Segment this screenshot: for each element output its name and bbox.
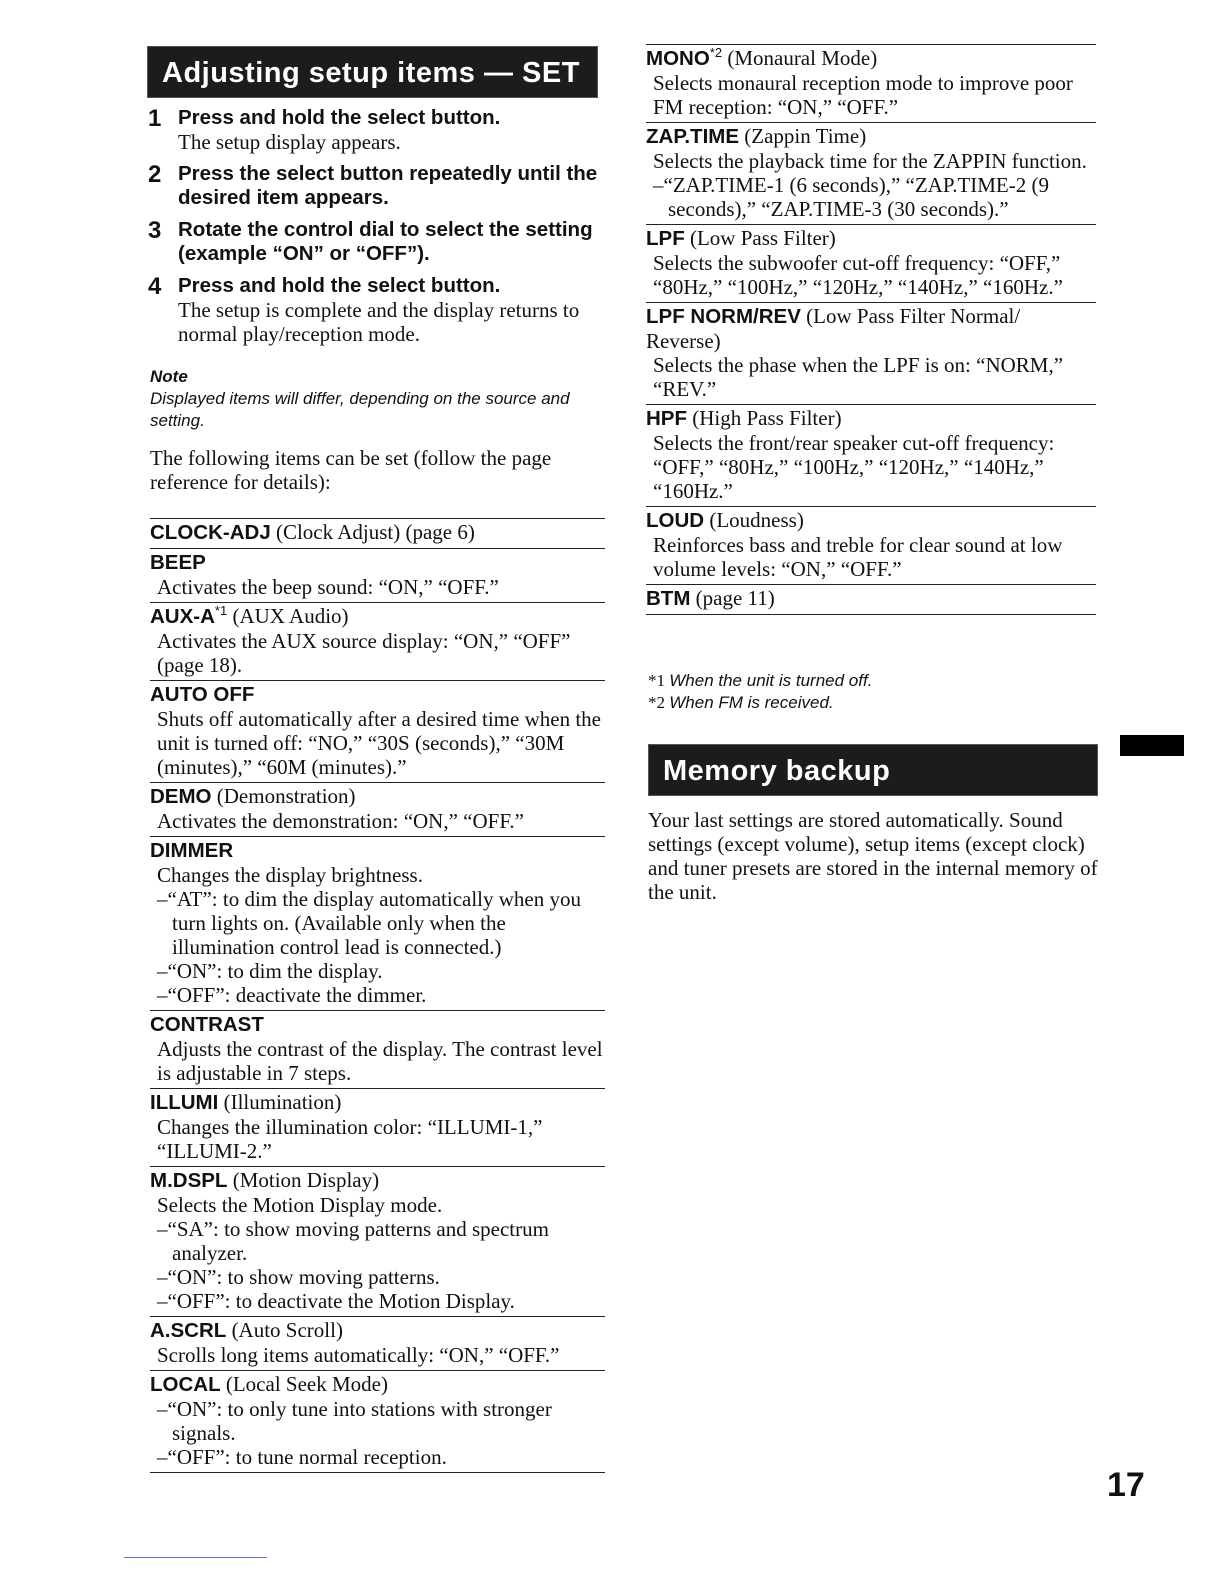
setup-item-key: CONTRAST — [150, 1013, 264, 1036]
setup-item-heading — [646, 304, 1096, 353]
setup-item-description: –“ON”: to show moving patterns. — [157, 1265, 440, 1289]
setup-item — [646, 584, 1096, 615]
setup-item-description: –“OFF”: to tune normal reception. — [157, 1445, 447, 1469]
setup-item-description: –“ZAP.TIME-1 (6 seconds),” “ZAP.TIME-2 (9 seconds),” “ZAP.TIME-3 (30 seconds).” — [653, 173, 1049, 221]
step-number: 2 — [148, 161, 162, 188]
setup-item-heading — [150, 550, 605, 575]
footnotes — [648, 670, 1098, 714]
setup-item-description: Scrolls long items automatically: “ON,” “OFF.” — [157, 1343, 560, 1367]
setup-item-subtitle: (Loudness) — [704, 508, 804, 532]
step-item — [148, 218, 603, 266]
setup-item-key: DEMO — [150, 785, 212, 808]
setup-item-heading — [150, 682, 605, 707]
setup-item — [150, 836, 605, 1010]
bottom-rule — [124, 1557, 267, 1558]
setup-item-heading — [150, 784, 605, 809]
setup-item-heading — [150, 1090, 605, 1115]
setup-item-heading — [150, 520, 605, 545]
setup-item-key: DIMMER — [150, 839, 234, 862]
step-title: Press the select button repeatedly until the desired item appears. — [178, 162, 598, 209]
setup-item-subtitle: (Motion Display) — [227, 1168, 380, 1192]
note-text: Displayed items will differ, depending on the source and setting. — [150, 389, 570, 430]
footnote — [648, 670, 1098, 692]
setup-item-description: Activates the AUX source display: “ON,” “OFF” (page 18). — [157, 629, 571, 677]
setup-item-heading — [646, 508, 1096, 533]
footnote-ref: *2 — [709, 45, 723, 60]
setup-item-key: AUTO OFF — [150, 683, 255, 706]
setup-item-key: ILLUMI — [150, 1091, 219, 1114]
setup-item-description: Shuts off automatically after a desired time when the unit is turned off: “NO,” “30S (seconds),” “30M (minutes),” “60M (minutes).” — [157, 707, 601, 779]
memory-text: Your last settings are stored automatically. Sound settings (except volume), setup items (except clock) and tuner presets are stored in the internal memory of the unit. — [648, 808, 1098, 904]
setup-item-subtitle: (Illumination) — [218, 1090, 342, 1114]
setup-item — [150, 680, 605, 782]
step-title: Rotate the control dial to select the setting (example “ON” or “OFF”). — [178, 218, 593, 265]
step-number: 1 — [148, 105, 162, 132]
setup-item-description: Activates the beep sound: “ON,” “OFF.” — [157, 575, 499, 599]
setup-item-description: Selects monaural reception mode to improve poor FM reception: “ON,” “OFF.” — [653, 71, 1073, 119]
setup-item-description: Selects the playback time for the ZAPPIN function. — [653, 149, 1087, 173]
setup-item-description: Selects the front/rear speaker cut-off frequency: “OFF,” “80Hz,” “100Hz,” “120Hz,” “140Hz,” “160Hz.” — [653, 431, 1055, 503]
setup-item-description: Adjusts the contrast of the display. The contrast level is adjustable in 7 steps. — [157, 1037, 603, 1085]
setup-item-heading — [150, 604, 605, 629]
setup-item — [150, 1316, 605, 1370]
setup-item-description: –“OFF”: deactivate the dimmer. — [157, 983, 427, 1007]
setup-item-heading — [646, 124, 1096, 149]
setup-item — [150, 548, 605, 602]
steps-list — [148, 106, 603, 354]
setup-item-key: A.SCRL — [150, 1319, 227, 1342]
setup-item-key: M.DSPL — [150, 1169, 228, 1192]
setup-item-description: –“OFF”: to deactivate the Motion Display. — [157, 1289, 515, 1313]
setup-item-description: Reinforces bass and treble for clear sound at low volume levels: “ON,” “OFF.” — [653, 533, 1063, 581]
setup-item-heading — [646, 46, 1096, 71]
setup-item — [150, 1010, 605, 1088]
step-number: 4 — [148, 273, 162, 300]
footnote-text: When FM is received. — [669, 693, 834, 712]
setup-item-description: Changes the display brightness. — [157, 863, 423, 887]
setup-item-heading — [646, 406, 1096, 431]
intro-text: The following items can be set (follow the page reference for details): — [150, 446, 552, 494]
setup-item-description: Selects the Motion Display mode. — [157, 1193, 443, 1217]
section-tab-marker — [1120, 735, 1184, 756]
setup-item-subtitle: (Low Pass Filter) — [684, 226, 836, 250]
setup-item-subtitle: (Auto Scroll) — [226, 1318, 343, 1342]
setup-item — [646, 44, 1096, 122]
setup-items-left — [150, 518, 605, 1473]
setup-item — [646, 224, 1096, 302]
setup-item-key: LPF NORM/REV — [646, 305, 801, 328]
setup-item-description: Activates the demonstration: “ON,” “OFF.” — [157, 809, 524, 833]
footnote-ref: *1 — [214, 603, 228, 618]
setup-item-key: BEEP — [150, 551, 206, 574]
setup-item-heading — [646, 586, 1096, 611]
step-description: The setup is complete and the display returns to normal play/reception mode. — [178, 298, 580, 346]
setup-item-description: Selects the subwoofer cut-off frequency: “OFF,” “80Hz,” “100Hz,” “120Hz,” “140Hz,” “160Hz.” — [653, 251, 1063, 299]
setup-item-key: AUX-A — [150, 605, 215, 628]
footnote-mark: *2 — [648, 693, 665, 712]
setup-item-description: –“AT”: to dim the display automatically when you turn lights on. (Available only when the illumination control lead is connected.) — [157, 887, 581, 959]
setup-item — [646, 506, 1096, 584]
setup-item-description: –“SA”: to show moving patterns and spectrum analyzer. — [157, 1217, 549, 1265]
setup-item — [150, 1370, 605, 1473]
setup-item — [150, 1088, 605, 1166]
setup-item-key: LOCAL — [150, 1373, 221, 1396]
step-item — [148, 274, 603, 346]
step-title: Press and hold the select button. — [178, 106, 501, 129]
setup-item — [150, 602, 605, 680]
footnote — [648, 692, 1098, 714]
page-number: 17 — [1107, 1466, 1145, 1504]
section-title-memory: Memory backup — [648, 744, 1098, 796]
setup-item-subtitle: (High Pass Filter) — [687, 406, 842, 430]
setup-item — [646, 404, 1096, 506]
setup-item-subtitle: (Monaural Mode) — [722, 46, 878, 70]
setup-item-subtitle: (AUX Audio) — [227, 604, 349, 628]
section-title-set: Adjusting setup items — SET — [147, 46, 598, 98]
note-block — [150, 366, 600, 432]
setup-item-heading — [150, 838, 605, 863]
setup-item-subtitle: (page 11) — [690, 586, 775, 610]
note-heading: Note — [150, 367, 188, 386]
setup-item-heading — [150, 1318, 605, 1343]
setup-item-subtitle: (Demonstration) — [211, 784, 356, 808]
setup-item-heading — [646, 226, 1096, 251]
step-description: The setup display appears. — [178, 130, 401, 154]
setup-item-key: LOUD — [646, 509, 705, 532]
setup-item-description: –“ON”: to only tune into stations with stronger signals. — [157, 1397, 552, 1445]
step-title: Press and hold the select button. — [178, 274, 501, 297]
setup-item-key: HPF — [646, 407, 687, 430]
setup-item-description: Changes the illumination color: “ILLUMI-1,” “ILLUMI-2.” — [157, 1115, 543, 1163]
footnote-text: When the unit is turned off. — [669, 671, 873, 690]
setup-item-subtitle: (Clock Adjust) (page 6) — [270, 520, 475, 544]
setup-item — [150, 518, 605, 548]
step-item — [148, 162, 603, 210]
setup-item-key: LPF — [646, 227, 685, 250]
footnote-mark: *1 — [648, 671, 665, 690]
setup-item — [646, 302, 1096, 404]
setup-item-heading — [150, 1168, 605, 1193]
setup-item — [150, 1166, 605, 1316]
setup-item-description: Selects the phase when the LPF is on: “NORM,” “REV.” — [653, 353, 1064, 401]
setup-item-key: BTM — [646, 587, 691, 610]
setup-item — [150, 782, 605, 836]
setup-item — [646, 122, 1096, 224]
setup-item-key: ZAP.TIME — [646, 125, 740, 148]
setup-item-description: –“ON”: to dim the display. — [157, 959, 383, 983]
setup-item-subtitle: (Zappin Time) — [739, 124, 867, 148]
setup-items-right — [646, 44, 1096, 615]
setup-item-key: CLOCK-ADJ — [150, 521, 271, 544]
setup-item-heading — [150, 1012, 605, 1037]
step-item — [148, 106, 603, 154]
setup-item-heading — [150, 1372, 605, 1397]
setup-item-key: MONO — [646, 47, 710, 70]
setup-item-subtitle: (Local Seek Mode) — [220, 1372, 388, 1396]
step-number: 3 — [148, 217, 162, 244]
setup-item-subtitle: (Low Pass Filter Normal/ Reverse) — [646, 304, 1021, 353]
